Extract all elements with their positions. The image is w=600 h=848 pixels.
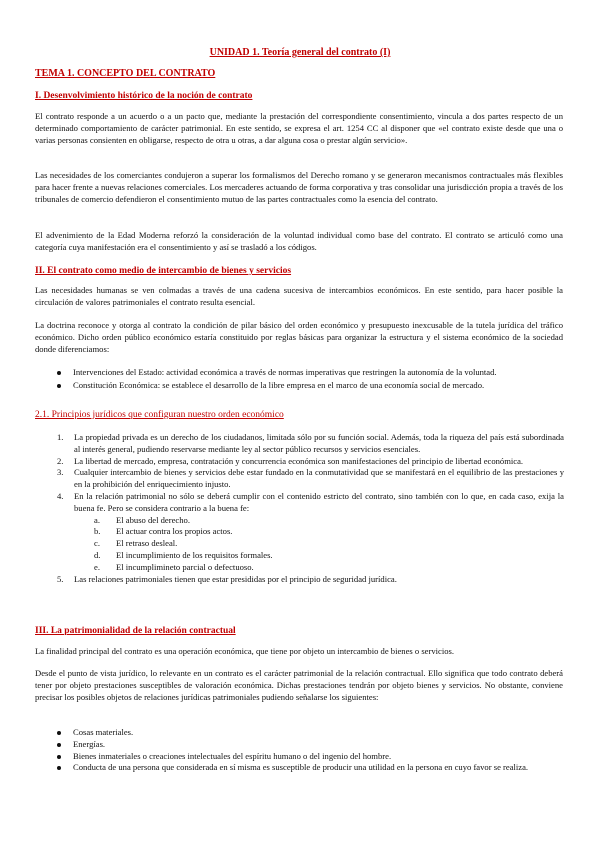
section-3-heading: III. La patrimonialidad de la relación contractual [35,626,236,636]
item-number: 1. [57,432,64,442]
item-number: 3. [57,467,64,478]
tema-title: TEMA 1. CONCEPTO DEL CONTRATO [35,68,216,79]
section-3-bullet-list [57,727,564,774]
sub-item-text: El incumplimiento de los requisitos formales. [116,549,273,560]
section-2-heading: II. El contrato como medio de intercambio de bienes y servicios [35,266,292,276]
bullet-icon [57,731,61,735]
sub-list-item [74,562,564,574]
list-item [57,380,564,392]
sub-list-item [74,550,564,562]
bullet-icon [57,743,61,747]
bullet-text: Intervenciones del Estado: actividad económica a través de normas imperativas que restringen la autonomía de la voluntad. [73,367,497,377]
bullet-icon [57,766,61,770]
bullet-icon [57,755,61,759]
section-3-paragraph-1: La finalidad principal del contrato es una operación económica, que tiene por objeto un intercambio de bienes o servicios. [35,646,455,656]
item-text: La propiedad privada es un derecho de los ciudadanos, limitada sólo por su función social. Además, toda la riqueza del país está subordinada al interés general, pudiendo reservarse mediante ley al sector público recursos y servicios esenciales. [74,432,564,454]
list-item [57,762,564,774]
list-item [57,574,564,586]
item-text: Las relaciones patrimoniales tienen que estar presididas por el principio de seguridad jurídica. [74,573,397,584]
list-item [57,751,564,763]
section-2-paragraph-2: La doctrina reconoce y otorga al contrato la condición de pilar básico del orden económico y presupuesto inexcusable de la tutela jurídica del tráfico económico. Dicho orden público económico estaría constituido por reglas básicas para organizar la estructura y el sistema económico de la sociedad donde diferenciamos: [35,320,563,354]
sub-item-text: El incumplimineto parcial o defectuoso. [116,561,254,572]
sub-item-text: El abuso del derecho. [116,514,190,525]
sub-item-letter: a. [94,514,100,525]
sub-item-letter: d. [94,549,101,560]
list-item [57,739,564,751]
item-number: 4. [57,490,64,501]
list-item [57,727,564,739]
item-number: 5. [57,573,64,584]
section-2-1-heading: 2.1. Principios jurídicos que configuran nuestro orden económico [35,410,284,420]
section-1-paragraph-3: El advenimiento de la Edad Moderna reforzó la consideración de la voluntad individual como base del contrato. El contrato se articuló como una categoría cuya manifestación era el consentimiento y así se trasladó a los códigos. [35,230,563,252]
bullet-text: Energías. [73,738,106,749]
sub-list-item [74,538,564,550]
sub-list-item [74,515,564,527]
bullet-text: Conducta de una persona que considerada en sí misma es susceptible de producir una utilidad en la persona en cuyo favor se realiza. [73,762,529,773]
section-1-paragraph-2: Las necesidades de los comerciantes condujeron a superar los formalismos del Derecho romano y se generaron mecanismos contractuales más flexibles para hacer frente a nuevas relaciones comerciales. Los mercaderes actuando de forma corporativa y tras consolidar una jurisdicción propia a través de los tribunales de comercio defendieron el consentimiento mutuo de las partes contractuales como la esencia del contrato. [35,170,563,204]
bullet-icon [57,384,61,388]
bullet-text: Bienes inmateriales o creaciones intelectuales del espíritu humano o del ingenio del hombre. [73,750,392,761]
bullet-text: Constitución Económica: se establece el desarrollo de la libre empresa en el marco de una economía social de mercado. [73,379,485,390]
bullet-text: Cosas materiales. [73,727,134,737]
sub-list-item [74,526,564,538]
unit-title: UNIDAD 1. Teoría general del contrato (I) [209,47,391,58]
sub-item-text: El actuar contra los propios actos. [116,526,233,537]
item-number: 2. [57,455,64,466]
section-1-heading: I. Desenvolvimiento histórico de la noción de contrato [35,91,253,101]
sub-item-letter: b. [94,526,101,537]
sub-item-text: El retraso desleal. [116,538,178,549]
list-item [57,491,564,574]
sub-item-letter: e. [94,561,100,572]
list-item [57,432,564,456]
sub-item-letter: c. [94,538,100,549]
list-item [57,367,564,379]
item-text: En la relación patrimonial no sólo se deberá cumplir con el contenido estricto del contrato, sino también con lo que, en cada caso, exija la buena fe. Pero se considera contrario a la buena fe: [74,490,564,513]
section-2-paragraph-1: Las necesidades humanas se ven colmadas a través de una cadena sucesiva de intercambios económicos. En este sentido, para hacer posible la circulación de valores patrimoniales el contrato resulta esencial. [35,285,563,307]
item-text: La libertad de mercado, empresa, contratación y concurrencia económica son manifestaciones del principio de libertad económica. [74,455,524,466]
principles-numbered-list [57,432,564,585]
item-text: Cualquier intercambio de bienes y servicios debe estar fundado en la conmutatividad que se manifestará en el equilibrio de las prestaciones y en la prohibición del enriquecimiento injusto. [74,467,564,490]
section-3-paragraph-2: Desde el punto de vista jurídico, lo relevante en un contrato es el carácter patrimonial de la relación contractual. Ello significa que todo contrato deberá tener por objeto prestaciones susceptibles de valoración económica. Dichas prestaciones tendrán por objeto bienes y servicios. No obstante, conviene precisar los posibles objetos de relaciones jurídicas patrimoniales pudiendo señalarse los siguientes: [35,668,563,702]
bullet-icon [57,371,61,375]
list-item [57,456,564,468]
section-1-paragraph-1: El contrato responde a un acuerdo o a un pacto que, mediante la prestación del correspondiente consentimiento, vincula a dos partes respecto de un determinado comportamiento de carácter patrimonial. En este sentido, se expresa el art. 1254 CC al disponer que «el contrato existe desde que una o varias personas consienten en obligarse, respecto de otra u otras, a dar alguna cosa o prestar algún servicio». [35,111,563,145]
section-2-bullet-list [57,367,564,392]
list-item [57,467,564,491]
bad-faith-sublist [74,515,564,574]
